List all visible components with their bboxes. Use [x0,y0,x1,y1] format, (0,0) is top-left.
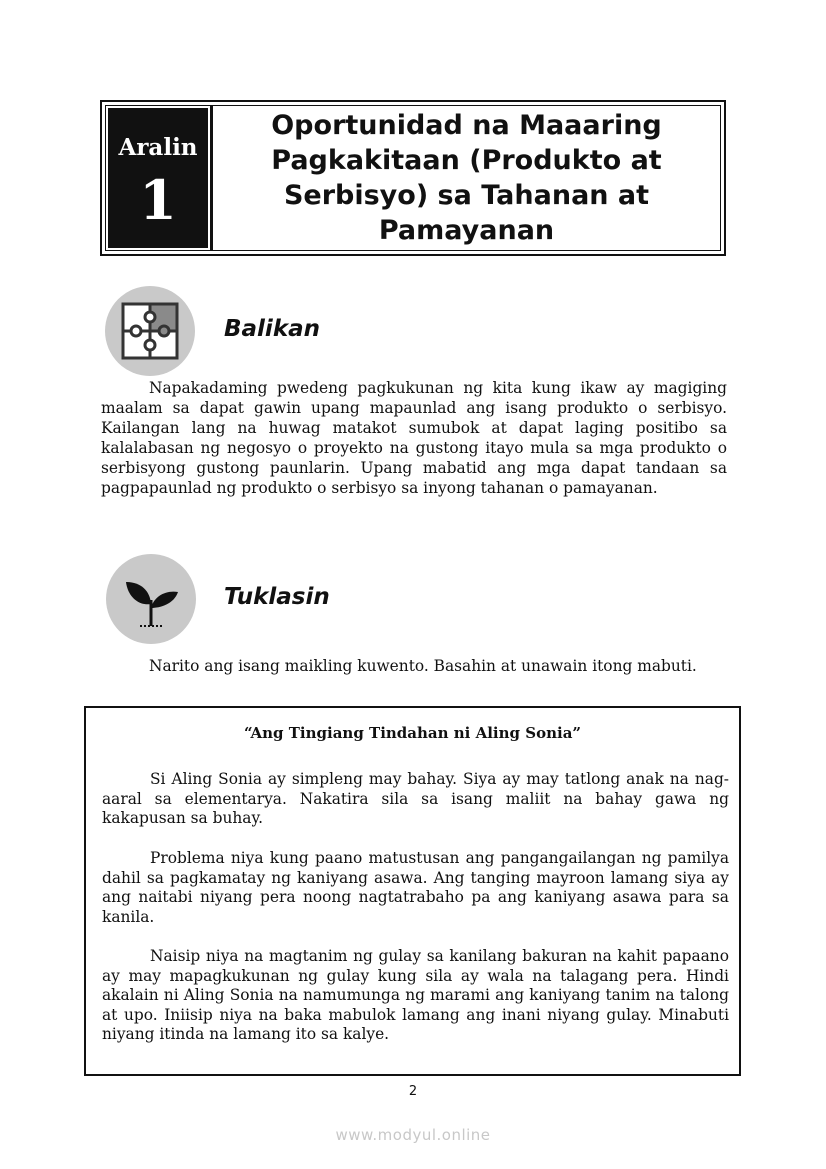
seedling-icon [106,554,196,644]
puzzle-icon [105,286,195,376]
story-title: “Ang Tingiang Tindahan ni Aling Sonia” [243,724,582,742]
aralin-badge [108,108,208,248]
lesson-title-block [100,100,726,256]
page-number: 2 [408,1084,418,1099]
aralin-label: Aralin [118,134,198,161]
lesson-title: Oportunidad na Maaaring Pagkakitaan (Produkto at Serbisyo) sa Tahanan at Pamayanan [210,106,720,250]
story-paragraph-1: Si Aling Sonia ay simpleng may bahay. Siya ay may tatlong anak na nag-aaral sa elementarya. Nakatira sila sa isang maliit na bahay gawa ng kakapusan sa buhay. [102,770,729,827]
balikan-title: Balikan [224,316,321,342]
balikan-paragraph: Napakadaming pwedeng pagkukunan ng kita kung ikaw ay magiging maalam sa dapat gawin upang mapaunlad ang isang produkto o serbisyo. Kailangan lang na huwag matakot sumubok at dapat laging positibo sa kalalabasan ng negosyo o proyekto na gustong itayo mula sa mga produkto o serbisyong gustong paunlarin. Upang mabatid ang mga dapat tandaan sa pagpapaunlad ng produkto o serbisyo sa inyong tahanan o pamayanan. [101,379,727,497]
tuklasin-title: Tuklasin [224,584,330,610]
tuklasin-intro: Narito ang isang maikling kuwento. Basahin at unawain itong mabuti. [149,657,697,675]
story-paragraph-2: Problema niya kung paano matustusan ang pangangailangan ng pamilya dahil sa pagkamatay ng kaniyang asawa. Ang tanging mayroon lamang siya ay ang naitabi niyang pera noong nagtatrabaho pa ang kaniyang asawa para sa kanila. [102,849,729,926]
watermark: www.modyul.online [335,1126,491,1144]
story-box [84,706,741,1076]
story-paragraph-3: Naisip niya na magtanim ng gulay sa kanilang bakuran na kahit papaano ay may mapagkukunan ng gulay kung sila ay wala na talagang pera. Hindi akalain ni Aling Sonia na namumunga ng marami ang kaniyang tanim na talong at upo. Iniisip niya na baka mabulok lamang ang inani niyang gulay. Minabuti niyang itinda na lamang ito sa kalye. [102,947,729,1043]
aralin-number: 1 [139,168,177,232]
